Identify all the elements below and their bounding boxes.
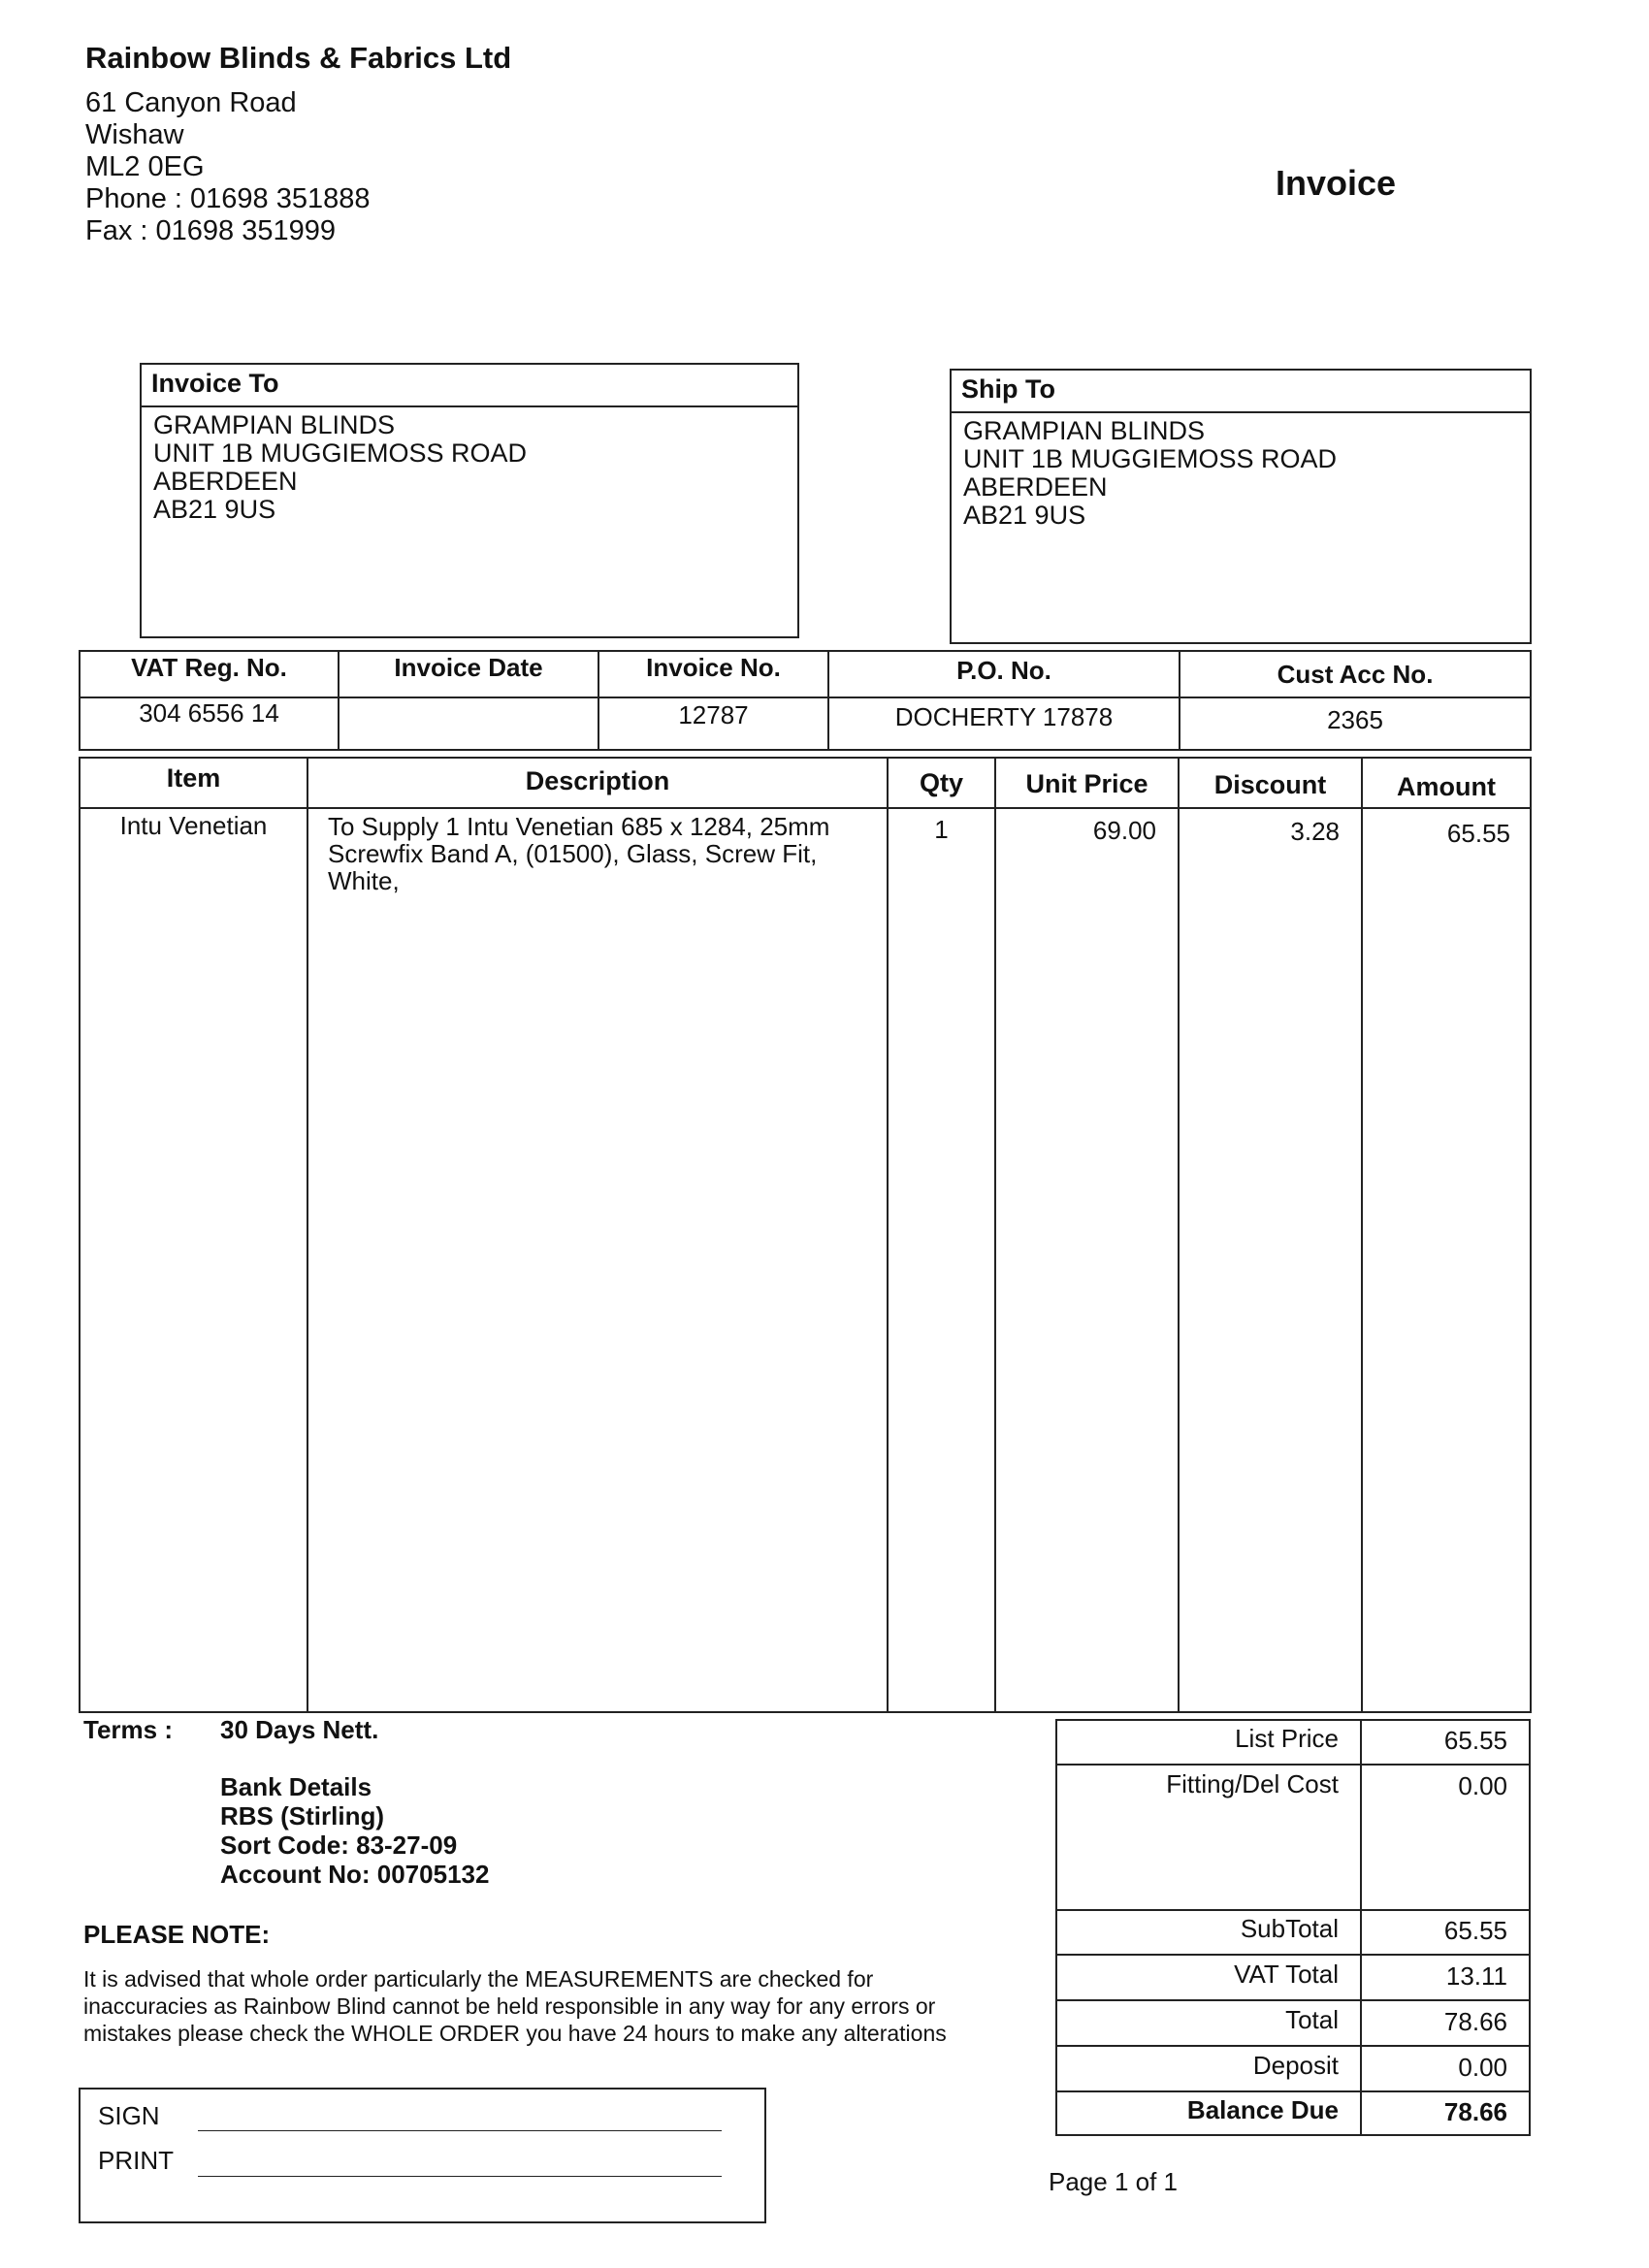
unit-price-column-header: Unit Price — [1025, 769, 1148, 798]
items-column-divider — [994, 757, 996, 1713]
items-column-divider — [307, 757, 308, 1713]
note-line: It is advised that whole order particularly the MEASUREMENTS are checked for — [83, 1966, 874, 1992]
totals-row-divider — [1055, 2045, 1531, 2047]
balance-due-label: Balance Due — [1186, 2095, 1339, 2124]
items-column-divider — [887, 757, 889, 1713]
note-line: inaccuracies as Rainbow Blind cannot be held responsible in any way for any errors or — [83, 1993, 936, 2019]
invoice-to-address — [142, 407, 797, 528]
total-value: 78.66 — [1443, 2007, 1507, 2036]
item-column-header: Item — [166, 763, 221, 793]
items-column-divider — [1361, 757, 1363, 1713]
totals-row-divider — [1055, 1909, 1531, 1911]
signature-box — [79, 2088, 766, 2223]
items-table — [79, 757, 1532, 1713]
address-line: GRAMPIAN BLINDS — [153, 410, 396, 439]
company-fax: Fax : 01698 351999 — [85, 215, 336, 246]
note-line: mistakes please check the WHOLE ORDER you have 24 hours to make any alterations — [83, 2021, 947, 2046]
please-note-heading: PLEASE NOTE: — [83, 1920, 271, 1949]
print-line[interactable] — [198, 2176, 722, 2177]
description-line: To Supply 1 Intu Venetian 685 x 1284, 25mm — [328, 812, 830, 841]
deposit-value: 0.00 — [1458, 2053, 1507, 2082]
items-header-divider — [79, 807, 1532, 809]
company-phone: Phone : 01698 351888 — [85, 183, 371, 214]
page-number: Page 1 of 1 — [1049, 2167, 1178, 2196]
qty-column-header: Qty — [919, 768, 963, 797]
invoice-to-box — [140, 363, 799, 638]
sign-label: SIGN — [98, 2101, 160, 2130]
list-price-value: 65.55 — [1443, 1726, 1507, 1755]
fitting-del-cost-value: 0.00 — [1458, 1771, 1507, 1800]
balance-due-value: 78.66 — [1443, 2097, 1507, 2126]
deposit-label: Deposit — [1252, 2051, 1339, 2080]
please-note-text — [83, 1965, 947, 2047]
ship-to-address — [952, 413, 1530, 534]
discount-column-header: Discount — [1213, 770, 1327, 799]
ship-to-box — [950, 369, 1532, 644]
address-line: AB21 9US — [153, 495, 276, 524]
totals-row-divider — [1055, 1999, 1531, 2001]
terms-value: 30 Days Nett. — [220, 1715, 379, 1744]
totals-row-divider — [1055, 2090, 1531, 2092]
amount-cell: 65.55 — [1446, 819, 1510, 848]
vat-reg-value: 304 6556 14 — [139, 698, 279, 728]
ship-to-heading: Ship To — [952, 371, 1530, 413]
invoice-to-heading: Invoice To — [142, 365, 797, 407]
unit-price-cell: 69.00 — [1092, 816, 1156, 845]
company-address-line: ML2 0EG — [85, 151, 205, 182]
document-title: Invoice — [1276, 163, 1397, 203]
items-column-divider — [1178, 757, 1180, 1713]
cust-acc-value: 2365 — [1327, 705, 1383, 734]
bank-details-heading: Bank Details — [220, 1772, 372, 1801]
bank-name: RBS (Stirling) — [220, 1801, 384, 1831]
invoice-no-value: 12787 — [678, 700, 749, 729]
invoice-no-header: Invoice No. — [646, 653, 781, 682]
address-line: GRAMPIAN BLINDS — [963, 416, 1206, 445]
vat-total-label: VAT Total — [1234, 1960, 1339, 1989]
description-column-header: Description — [525, 766, 670, 795]
amount-column-header: Amount — [1397, 772, 1496, 801]
address-line: UNIT 1B MUGGIEMOSS ROAD — [963, 444, 1338, 473]
totals-row-divider — [1055, 1954, 1531, 1956]
address-line: ABERDEEN — [153, 467, 298, 496]
description-line: Screwfix Band A, (01500), Glass, Screw Fit, — [328, 839, 818, 868]
po-no-value: DOCHERTY 17878 — [894, 702, 1114, 731]
print-label: PRINT — [98, 2146, 174, 2175]
vat-total-value: 13.11 — [1445, 1961, 1507, 1991]
address-line: UNIT 1B MUGGIEMOSS ROAD — [153, 438, 528, 468]
item-cell: Intu Venetian — [119, 811, 268, 840]
totals-row-divider — [1055, 1764, 1531, 1766]
discount-cell: 3.28 — [1290, 817, 1340, 846]
subtotal-label: SubTotal — [1240, 1914, 1339, 1943]
qty-cell: 1 — [934, 815, 949, 844]
account-number: Account No: 00705132 — [220, 1860, 490, 1889]
po-no-header: P.O. No. — [956, 656, 1051, 685]
description-line: White, — [328, 866, 400, 895]
cust-acc-header: Cust Acc No. — [1277, 660, 1434, 689]
invoice-date-header: Invoice Date — [394, 653, 543, 682]
description-cell — [328, 813, 829, 894]
subtotal-value: 65.55 — [1443, 1916, 1507, 1945]
address-line: ABERDEEN — [963, 472, 1108, 502]
sign-line[interactable] — [198, 2130, 722, 2131]
company-address-line: 61 Canyon Road — [85, 87, 297, 118]
sort-code: Sort Code: 83-27-09 — [220, 1831, 458, 1860]
company-address-line: Wishaw — [85, 119, 184, 150]
address-line: AB21 9US — [963, 501, 1086, 530]
fitting-del-cost-label: Fitting/Del Cost — [1166, 1769, 1339, 1798]
vat-reg-header: VAT Reg. No. — [131, 653, 287, 682]
list-price-label: List Price — [1235, 1724, 1339, 1753]
terms-label: Terms : — [83, 1715, 173, 1744]
company-name: Rainbow Blinds & Fabrics Ltd — [85, 41, 512, 75]
total-label: Total — [1285, 2005, 1339, 2034]
